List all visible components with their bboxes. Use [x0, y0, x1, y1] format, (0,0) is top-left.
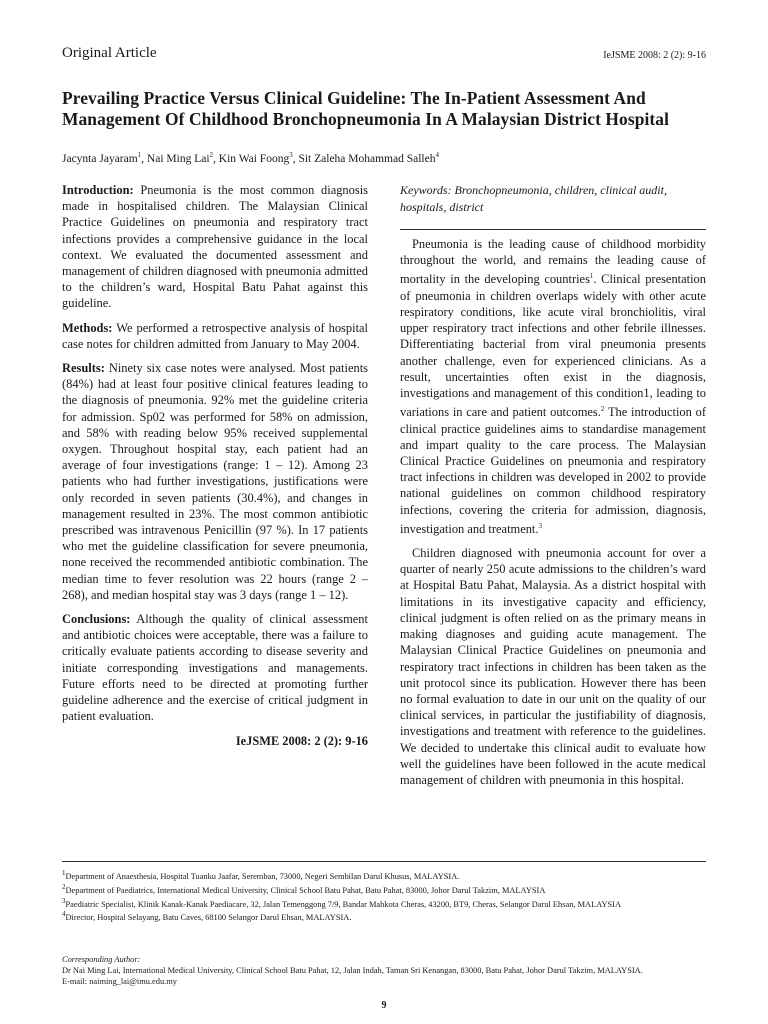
article-title: Prevailing Practice Versus Clinical Guideline: The In-Patient Assessment And Management Of Childhood Bronchopneumonia In A Malaysian District Hospital: [62, 88, 670, 129]
author: Kin Wai Foong$^3$,: [218, 151, 299, 165]
corresponding-address: Dr Nai Ming Lai, International Medical University, Clinical School Batu Pahat, 12, Jalan Indah, Taman Sri Kenangan, 83000, Batu Pahat, Johor Darul Takzim, MALAYSIA.: [62, 966, 643, 975]
abstract-methods: Methods: We performed a retrospective analysis of hospital case notes for children admitted from January to May 2004.: [62, 320, 369, 351]
abstract: [62, 182, 368, 757]
abstract-introduction: Introduction: Pneumonia is the most common diagnosis made in hospitalised children. The Malaysian Clinical Practice Guidelines on pneumonia and respiratory tract infections provides a comprehensive guidance in the local context. We evaluated the documented assessment and management of children diagnosed with pneumonia admitted to the children’s ward, Hospital Batu Pahat against this guideline.: [62, 183, 369, 311]
journal-reference: IeJSME 2008: 2 (2): 9-16: [603, 50, 706, 61]
body-paragraph: Children diagnosed with pneumonia account for over a quarter of nearly 250 acute admissions to the children’s ward at Hospital Batu Pahat, Malaysia. As a district hospital with limitations in its investigative capacity and efficiency, clinical judgment is often relied on as the primary means in making diagnoses and guiding acute management. The Malaysian Clinical Practice Guidelines on pneumonia and respiratory tract infections in children has been taken as the unit protocol since its publication. However there has been no formal evaluation to date in our unit on the quality of our clinical services, in particular the justifiability of diagnosis, investigations and treatment with reference to the guidelines. We decided to undertake this clinical audit to evaluate how well the guidelines have been followed in the acute medical management of children with pneumonia in this hospital.: [400, 546, 706, 787]
corresponding-author: [62, 954, 742, 987]
corresponding-email: E-mail: naiming_lai@imu.edu.my: [62, 977, 177, 986]
author: Nai Ming Lai$^2$,: [146, 151, 219, 165]
abstract-conclusions: Conclusions: Although the quality of clinical assessment and antibiotic choices were acceptable, there was a failure to critically evaluate patients according to disease severity and initiate corresponding investigations and managements. Future efforts need to be directed at promoting further guideline adherence and the exercise of critical judgment in patient evaluation.: [62, 612, 368, 724]
author: Jacynta Jayaram$^1$,: [62, 151, 147, 165]
keywords: Keywords: Bronchopneumonia, children, clinical audit, hospitals, district: [400, 183, 667, 214]
page-number: 9: [381, 1000, 387, 1011]
footnote: $^2$Department of Paediatrics, International Medical University, Clinical School Batu Pahat, Batu Pahat, 83000, Johor Darul Takzim, MALAYSIA: [62, 882, 546, 895]
author-list: [62, 151, 702, 165]
footnote: $^4$Director, Hospital Selayang, Batu Caves, 68100 Selangor Darul Ehsan, MALAYSIA.: [62, 910, 352, 923]
body-column: [400, 182, 706, 796]
footnote: $^1$Department of Anaesthesia, Hospital Tuanku Jaafar, Seremban, 73000, Negeri Sembilan Darul Khusus, MALAYSIA.: [62, 869, 460, 881]
abstract-citation: IeJSME 2008: 2 (2): 9-16: [235, 733, 368, 748]
corresponding-label: Corresponding Author:: [62, 955, 141, 964]
footnote: $^3$Paediatric Specialist, Klinik Kanak-Kanak Paediacare, 32, Jalan Temenggong 7/9, Bandar Mahkota Cheras, 43200, BT9, Cheras, Selangor Darul Ehsan, MALAYSIA: [62, 896, 622, 909]
keywords-divider: [400, 229, 706, 230]
abstract-results: Results: Ninety six case notes were analysed. Most patients (84%) had at least four positive clinical features leading to the diagnosis of pneumonia. 92% met the guideline criteria for admission. Sp02 was performed for 58% on admission, and 58% with reading below 95% received supplemental oxygen. Throughout hospital stay, each patient had an average of four investigations (range: 1 – 12). Among 23 patients who had further investigations, justifications were only recorded in seven patients (30.4%), and changes in management resulted in 23%. The most common antibiotic prescribed was intravenous Penicillin (97 %). In 17 patients who met the guideline classification for severe pneumonia, none received the recommended antibiotic combination. The median time to fever resolution was 22 hours (range 2 – 268), and median hospital stay was 3 days (range 1 – 12).: [62, 361, 368, 602]
article-type: Original Article: [62, 45, 157, 61]
footnote-divider: [62, 861, 706, 862]
affiliation-footnotes: [62, 868, 722, 923]
author: Sit Zaleha Mohammad Salleh$^4$: [298, 151, 439, 165]
body-paragraph: Pneumonia is the leading cause of childhood morbidity throughout the world, and remains the leading cause of mortality in the developing countries$^1$. Clinical presentation of pneumonia in children overlaps widely with other acute respiratory conditions, like acute viral bronchiolitis, viral upper respiratory tract infections and other febrile illnesses. Differentiating bacterial from viral pneumonia presents another challenge, even for experienced clinicians. As a result, uncertainties often exist in the diagnosis, investigations and management of this condition1, leading to variations in care and patient outcomes.$^2$ The introduction of clinical practice guidelines aims to standardise management and impart quality to the care process. The Malaysian Clinical Practice Guidelines on pneumonia and respiratory tract infections in children was developed in 2002 to provide national guidelines on common childhood respiratory infections, covering the criteria for admission, diagnosis, investigation and treatment.$^3$: [400, 237, 706, 536]
